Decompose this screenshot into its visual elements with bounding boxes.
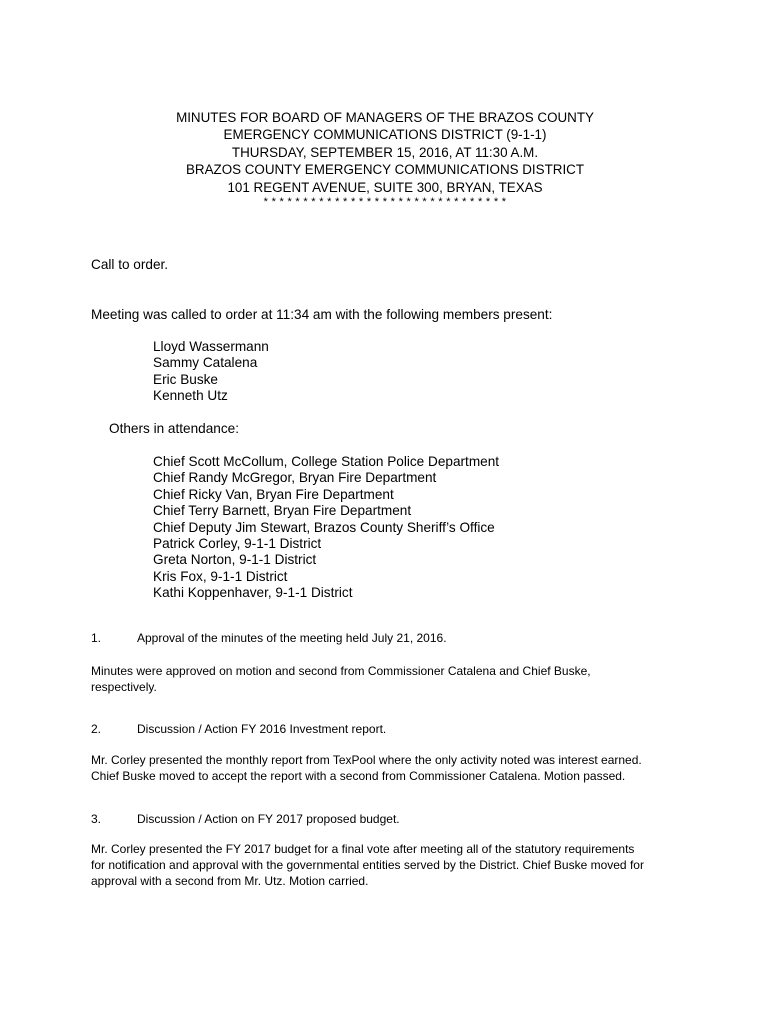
- body-line: Minutes were approved on motion and second from Commissioner Catalena and Chief Buske,: [91, 664, 591, 678]
- body-line: approval with a second from Mr. Utz. Motion carried.: [91, 874, 369, 888]
- members-list: [153, 339, 269, 405]
- body-line: Mr. Corley presented the FY 2017 budget for a final vote after meeting all of the statutory requirements: [91, 842, 635, 856]
- header-line-3: THURSDAY, SEPTEMBER 15, 2016, AT 11:30 A.M.: [231, 144, 539, 160]
- member-item: Sammy Catalena: [153, 355, 258, 371]
- attendee-item: Chief Randy McGregor, Bryan Fire Department: [153, 470, 437, 486]
- attendee-item: Chief Scott McCollum, College Station Police Department: [153, 454, 500, 469]
- agenda-item-title: Approval of the minutes of the meeting held July 21, 2016.: [137, 631, 447, 645]
- header-divider-stars: * * * * * * * * * * * * * * * * * * * * * * * * * * * * * * *: [263, 196, 507, 209]
- agenda-item-body: [91, 752, 711, 784]
- member-item: Kenneth Utz: [153, 388, 228, 404]
- call-to-order: Call to order.: [91, 257, 169, 272]
- header-line-2: EMERGENCY COMMUNICATIONS DISTRICT (9-1-1): [223, 127, 547, 143]
- agenda-item-number: 1.: [91, 631, 102, 645]
- member-item: Eric Buske: [153, 371, 218, 387]
- attendee-item: Patrick Corley, 9-1-1 District: [153, 536, 322, 552]
- others-label: Others in attendance:: [109, 421, 239, 436]
- meeting-intro: Meeting was called to order at 11:34 am with the following members present:: [91, 307, 553, 322]
- header-line-1: MINUTES FOR BOARD OF MANAGERS OF THE BRAZOS COUNTY: [176, 110, 594, 125]
- agenda-item-body: [91, 663, 711, 695]
- others-list: [153, 454, 499, 602]
- minutes-header: [0, 109, 770, 208]
- header-line-4: BRAZOS COUNTY EMERGENCY COMMUNICATIONS DISTRICT: [185, 162, 585, 178]
- agenda-item-body: [91, 841, 711, 889]
- agenda-item-title: Discussion / Action FY 2016 Investment report.: [137, 722, 387, 736]
- body-line: for notification and approval with the governmental entities served by the District. Chief Buske moved for: [91, 858, 644, 872]
- agenda-item-title: Discussion / Action on FY 2017 proposed budget.: [137, 812, 400, 826]
- attendee-item: Chief Ricky Van, Bryan Fire Department: [153, 486, 394, 502]
- body-line: respectively.: [91, 680, 157, 694]
- agenda-item-number: 2.: [91, 722, 102, 736]
- attendee-item: Kris Fox, 9-1-1 District: [153, 568, 288, 584]
- attendee-item: Chief Terry Barnett, Bryan Fire Department: [153, 503, 412, 519]
- agenda-item-number: 3.: [91, 812, 102, 826]
- body-line: Chief Buske moved to accept the report with a second from Commissioner Catalena. Motion passed.: [91, 769, 626, 783]
- attendee-item: Kathi Koppenhaver, 9-1-1 District: [153, 585, 353, 601]
- attendee-item: Greta Norton, 9-1-1 District: [153, 552, 317, 568]
- member-item: Lloyd Wassermann: [153, 339, 269, 354]
- attendee-item: Chief Deputy Jim Stewart, Brazos County Sheriff’s Office: [153, 519, 495, 535]
- header-line-5: 101 REGENT AVENUE, SUITE 300, BRYAN, TEXAS: [227, 179, 543, 195]
- body-line: Mr. Corley presented the monthly report from TexPool where the only activity noted was interest earned.: [91, 753, 642, 767]
